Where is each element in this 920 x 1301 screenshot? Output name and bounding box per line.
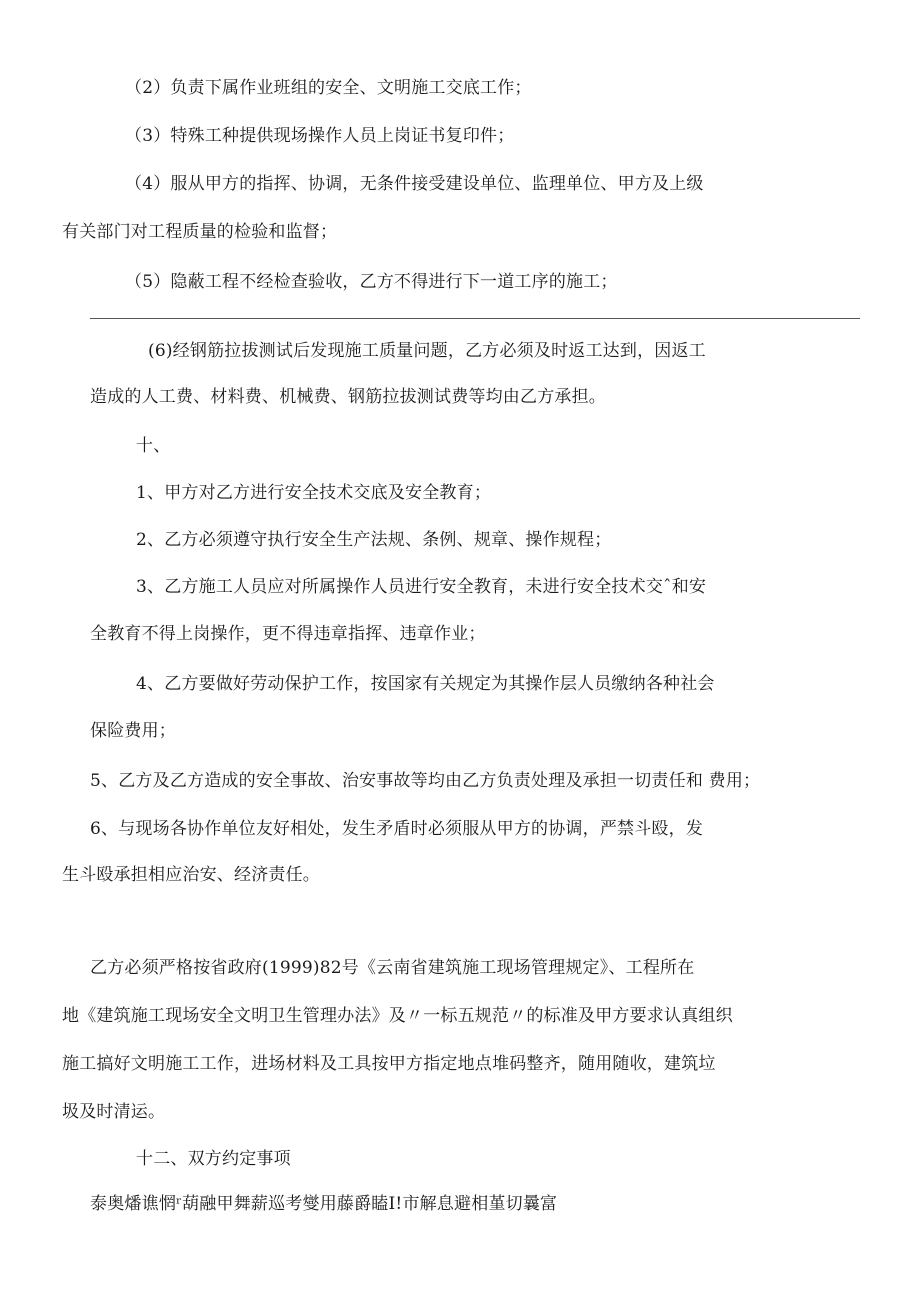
quality-item-5: （5）隐蔽工程不经检查验收，乙方不得进行下一道工序的施工；: [125, 272, 618, 292]
safety-item-3-line1: 3、乙方施工人员应对所属操作人员进行安全教育，未进行安全技术交ˆ和安: [136, 577, 707, 597]
civilized-line3: 施工搞好文明施工工作，进场材料及工具按甲方指定地点堆码整齐，随用随收，建筑垃: [62, 1054, 716, 1074]
safety-item-6-line1: 6、与现场各协作单位友好相处，发生矛盾时必须服从甲方的协调，严禁斗殴，发: [90, 819, 704, 839]
section-twelve-heading: 十二、双方约定事项: [136, 1149, 291, 1169]
garbled-text-line: 泰奥燔谯惘ʳ葫融甲舞薪巡考燮用藤爵瞌I!市解息避相堇切曩富: [90, 1194, 558, 1214]
safety-item-4-line1: 4、乙方要做好劳动保护工作，按国家有关规定为其操作层人员缴纳各种社会: [136, 674, 715, 694]
safety-item-2: 2、乙方必须遵守执行安全生产法规、条例、规章、操作规程；: [136, 530, 612, 550]
safety-item-6-line2: 生斗殴承担相应治安、经济责任。: [62, 865, 320, 885]
quality-item-2: （2）负责下属作业班组的安全、文明施工交底工作；: [125, 78, 532, 98]
section-ten-heading: 十、: [136, 436, 171, 456]
civilized-line2: 地《建筑施工现场安全文明卫生管理办法》及〃一标五规范〃的标准及甲方要求认真组织: [62, 1006, 733, 1026]
quality-item-4-line1: （4）服从甲方的指挥、协调，无条件接受建设单位、监理单位、甲方及上级: [125, 174, 704, 194]
quality-item-6-line1: (6)经钢筋拉拔测试后发现施工质量问题，乙方必须及时返工达到，因返工: [148, 341, 706, 361]
quality-item-6-line2: 造成的人工费、材料费、机械费、钢筋拉拔测试费等均由乙方承担。: [90, 387, 606, 407]
horizontal-divider: [90, 318, 860, 319]
civilized-line4: 圾及时清运。: [62, 1102, 166, 1122]
safety-item-1: 1、甲方对乙方进行安全技术交底及安全教育；: [136, 483, 492, 503]
quality-item-3: （3）特殊工种提供现场操作人员上岗证书复印件；: [125, 126, 515, 146]
quality-item-4-line2: 有关部门对工程质量的检验和监督；: [62, 222, 338, 242]
safety-item-5: 5、乙方及乙方造成的安全事故、治安事故等均由乙方负责处理及承担一切责任和 费用；: [90, 771, 761, 791]
civilized-line1: 乙方必须严格按省政府(1999)82号《云南省建筑施工现场管理规定》、工程所在: [90, 958, 695, 978]
safety-item-3-line2: 全教育不得上岗操作，更不得违章指挥、违章作业；: [90, 624, 486, 644]
safety-item-4-line2: 保险费用；: [90, 721, 176, 741]
